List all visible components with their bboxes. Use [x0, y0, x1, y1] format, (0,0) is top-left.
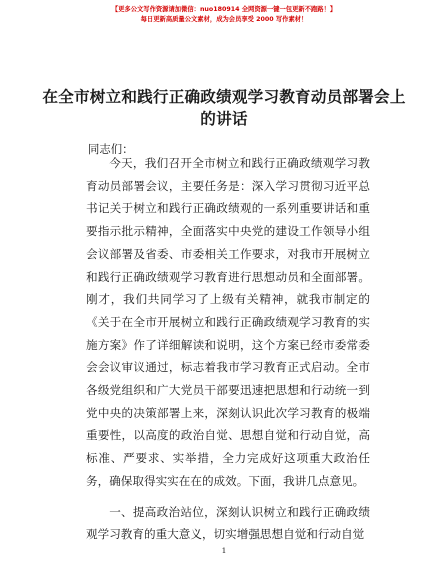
page-number: 1 [221, 546, 227, 555]
section-heading-paragraph: 一、提高政治站位，深刻认识树立和践行正确政绩观学习教育的重大意义，切实增强思想自觉和行动自觉 [86, 504, 370, 542]
promo-banner-line-1: 【更多公文写作资源请加微信：nuo180914 全网资源一键一包更新不跑路！】 [111, 6, 337, 13]
body-paragraph: 今天，我们召开全市树立和践行正确政绩观学习教育动员部署会议，主要任务是：深入学习贯彻习近平总书记关于树立和践行正确政绩观的一系列重要讲话和重要指示批示精神，全面落实中央党的建设工作领导小组会议部署及省委、市委相关工作要求，对我市开展树立和践行正确政绩观学习教育进行思想动员和全面部署。刚才，我们共同学习了上级有关精神，就我市制定的《关于在全市开展树立和践行正确政绩观学习教育的实施方案》作了详细解读和说明，这个方案已经市委常委会会议审议通过，标志着我市学习教育正式启动。全市各级党组织和广大党员干部要迅速把思想和行动统一到党中央的决策部署上来，深刻认识此次学习教育的极端重要性，以高度的政治自觉、思想自觉和行动自觉，高标准、严要求、实举措，全力完成好这项重大政治任务，确保取得实实在在的成效。下面，我讲几点意见。 [86, 156, 370, 488]
promo-banner [0, 5, 448, 25]
promo-banner-line-2: 每日更新高质量公文素材，成为会员享受 2000 写作素材！ [140, 16, 308, 23]
document-title: 在全市树立和践行正确政绩观学习教育动员部署会上的讲话 [42, 88, 406, 128]
salutation: 同志们： [88, 142, 134, 156]
document-body [86, 152, 370, 546]
